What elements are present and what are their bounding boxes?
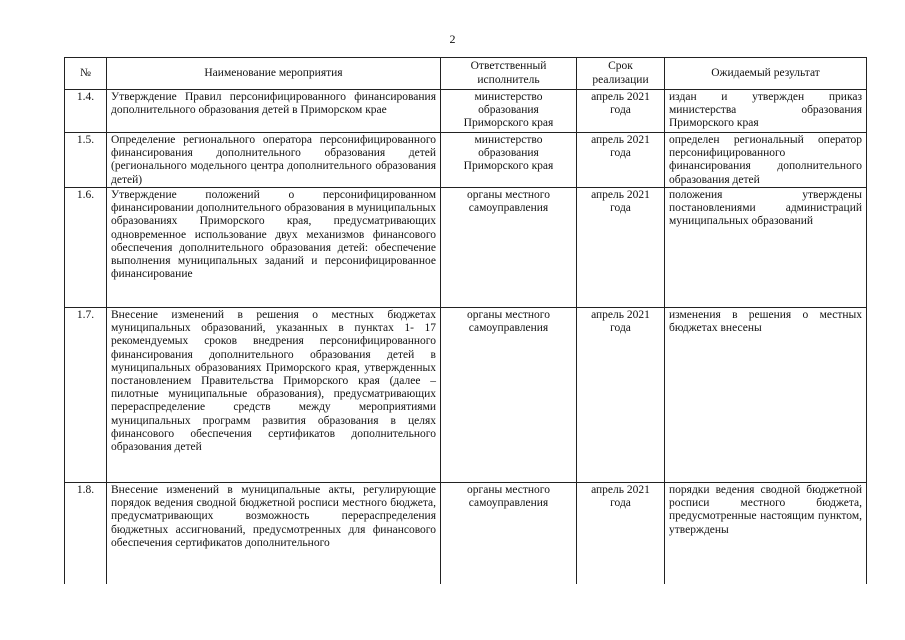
- header-responsible: Ответственный исполнитель: [441, 58, 577, 90]
- deadline: апрель 2021 года: [577, 483, 665, 585]
- activity-name: Внесение изменений в решения о местных бюджетах муниципальных образований, указанных в пунктах 1- 17 рекомендуемых сроков внедрения персонифицированного финансирования дополнительного образования детей в муниципальных образованиях Приморского края, утвержденных постановлением Правительства Приморского края (далее – пилотные муниципальные образования), предусматривающих перераспределение средств между мероприятиями муниципальных программ развития образования в целях финансового обеспечения сертификатов дополнительного образования детей: [107, 308, 441, 483]
- row-number: 1.5.: [65, 133, 107, 188]
- expected-result: порядки ведения сводной бюджетной росписи местного бюджета, предусмотренные настоящим пунктом, утверждены: [665, 483, 867, 585]
- table-row: [65, 188, 867, 308]
- responsible-party: министерство образования Приморского края: [441, 90, 577, 133]
- expected-result: определен региональный оператор персонифицированного финансирования дополнительного образования детей: [665, 133, 867, 188]
- header-number: №: [65, 58, 107, 90]
- header-expected-result: Ожидаемый результат: [665, 58, 867, 90]
- expected-result: положения утверждены постановлениями администраций муниципальных образований: [665, 188, 867, 308]
- activity-name: Внесение изменений в муниципальные акты, регулирующие порядок ведения сводной бюджетной росписи местного бюджета, предусматривающих возможность перераспределения бюджетных ассигнований, предусмотренных для финансового обеспечения сертификатов дополнительного: [107, 483, 441, 585]
- row-number: 1.7.: [65, 308, 107, 483]
- expected-result: издан и утвержден приказ министерства образования Приморского края: [665, 90, 867, 133]
- responsible-party: министерство образования Приморского края: [441, 133, 577, 188]
- expected-result: изменения в решения о местных бюджетах внесены: [665, 308, 867, 483]
- page-number: 2: [449, 32, 456, 46]
- header-deadline: Срок реализации: [577, 58, 665, 90]
- activity-name: Утверждение положений о персонифицированном финансировании дополнительного образования в муниципальных образованиях Приморского края, предусматривающих одновременное использование двух механизмов финансового обеспечения дополнительного образования детей: обеспечение выполнения муниципальных заданий и персонифицированное финансирование: [107, 188, 441, 308]
- deadline: апрель 2021 года: [577, 133, 665, 188]
- row-number: 1.4.: [65, 90, 107, 133]
- activity-name: Определение регионального оператора персонифицированного финансирования дополнительного образования детей (регионального модельного центра дополнительного образования детей): [107, 133, 441, 188]
- table-row: [65, 90, 867, 133]
- deadline: апрель 2021 года: [577, 308, 665, 483]
- table-row: [65, 483, 867, 585]
- table-row: [65, 133, 867, 188]
- header-activity-name: Наименование мероприятия: [107, 58, 441, 90]
- responsible-party: органы местного самоуправления: [441, 483, 577, 585]
- deadline: апрель 2021 года: [577, 90, 665, 133]
- action-plan-table: [64, 57, 867, 584]
- responsible-party: органы местного самоуправления: [441, 188, 577, 308]
- row-number: 1.6.: [65, 188, 107, 308]
- deadline: апрель 2021 года: [577, 188, 665, 308]
- activity-name: Утверждение Правил персонифицированного финансирования дополнительного образования детей в Приморском крае: [107, 90, 441, 133]
- table-header-row: [65, 58, 867, 90]
- table-row: [65, 308, 867, 483]
- row-number: 1.8.: [65, 483, 107, 585]
- responsible-party: органы местного самоуправления: [441, 308, 577, 483]
